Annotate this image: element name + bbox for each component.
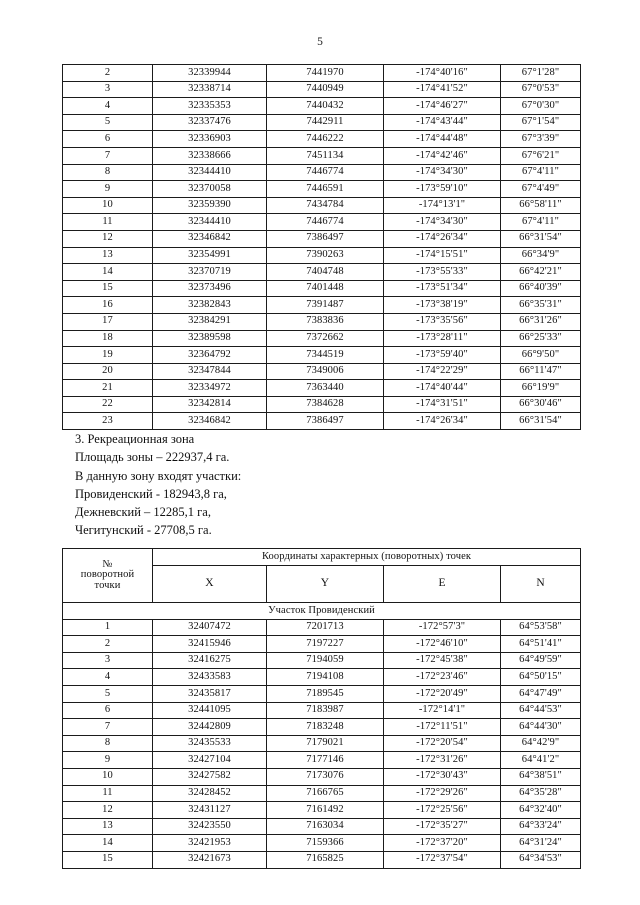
recreation-cell-x: 32442809 (153, 719, 267, 736)
continuation-cell-x: 32346842 (153, 230, 267, 247)
continuation-cell-x: 32384291 (153, 313, 267, 330)
table-row (63, 413, 581, 430)
header-point-number-line-0: № (102, 558, 113, 570)
recreation-cell-e: -172°20'49" (384, 685, 501, 702)
continuation-cell-x: 32344410 (153, 214, 267, 231)
continuation-cell-e: -174°43'44" (384, 114, 501, 131)
continuation-cell-y: 7386497 (267, 230, 384, 247)
recreation-cell-e: -172°25'56" (384, 802, 501, 819)
recreation-cell-n: 64°35'28" (501, 785, 581, 802)
recreation-cell-n: 64°31'24" (501, 835, 581, 852)
continuation-cell-y: 7401448 (267, 280, 384, 297)
recreation-cell-num: 5 (63, 685, 153, 702)
recreation-cell-x: 32427104 (153, 752, 267, 769)
table-row (63, 330, 581, 347)
continuation-cell-y: 7349006 (267, 363, 384, 380)
continuation-cell-x: 32339944 (153, 65, 267, 82)
table-row (63, 636, 581, 653)
recreation-cell-num: 3 (63, 652, 153, 669)
table-row (63, 652, 581, 669)
continuation-cell-n: 66°31'54" (501, 230, 581, 247)
continuation-cell-n: 67°1'54" (501, 114, 581, 131)
continuation-cell-e: -174°31'51" (384, 396, 501, 413)
header-point-number-line-1: поворотной (80, 569, 135, 581)
recreation-cell-e: -172°37'20" (384, 835, 501, 852)
recreation-cell-y: 7197227 (267, 636, 384, 653)
recreation-cell-num: 10 (63, 768, 153, 785)
continuation-cell-y: 7390263 (267, 247, 384, 264)
continuation-cell-y: 7446591 (267, 181, 384, 198)
recreation-cell-x: 32407472 (153, 619, 267, 636)
continuation-cell-n: 66°40'39" (501, 280, 581, 297)
recreation-cell-x: 32423550 (153, 818, 267, 835)
continuation-cell-num: 22 (63, 396, 153, 413)
continuation-cell-y: 7391487 (267, 297, 384, 314)
continuation-cell-n: 66°9'50" (501, 347, 581, 364)
continuation-cell-n: 66°31'26" (501, 313, 581, 330)
continuation-cell-num: 8 (63, 164, 153, 181)
continuation-cell-n: 66°42'21" (501, 264, 581, 281)
table-row (63, 685, 581, 702)
continuation-cell-n: 67°0'53" (501, 81, 581, 98)
recreation-cell-x: 32433583 (153, 669, 267, 686)
continuation-cell-y: 7440432 (267, 98, 384, 115)
continuation-cell-e: -174°15'51" (384, 247, 501, 264)
continuation-cell-x: 32359390 (153, 197, 267, 214)
continuation-cell-e: -174°26'34" (384, 413, 501, 430)
recreation-cell-num: 15 (63, 851, 153, 868)
continuation-cell-y: 7344519 (267, 347, 384, 364)
continuation-cell-e: -174°42'46" (384, 147, 501, 164)
recreation-cell-n: 64°38'51" (501, 768, 581, 785)
recreation-cell-e: -172°57'3" (384, 619, 501, 636)
table-row (63, 131, 581, 148)
continuation-cell-n: 66°35'31" (501, 297, 581, 314)
recreation-cell-num: 8 (63, 735, 153, 752)
table-row (63, 264, 581, 281)
table-row (63, 363, 581, 380)
table-row (63, 147, 581, 164)
continuation-cell-x: 32342814 (153, 396, 267, 413)
section-heading: 3. Рекреационная зона (75, 432, 195, 446)
table-row (63, 214, 581, 231)
recreation-cell-y: 7159366 (267, 835, 384, 852)
table-row (63, 98, 581, 115)
continuation-cell-e: -174°13'1" (384, 197, 501, 214)
recreation-cell-e: -172°45'38" (384, 652, 501, 669)
recreation-cell-y: 7194108 (267, 669, 384, 686)
continuation-cell-n: 66°11'47" (501, 363, 581, 380)
recreation-cell-num: 1 (63, 619, 153, 636)
continuation-cell-n: 67°4'49" (501, 181, 581, 198)
continuation-cell-n: 67°6'21" (501, 147, 581, 164)
continuation-cell-num: 5 (63, 114, 153, 131)
continuation-cell-e: -174°44'48" (384, 131, 501, 148)
continuation-cell-y: 7451134 (267, 147, 384, 164)
continuation-cell-num: 6 (63, 131, 153, 148)
continuation-cell-y: 7434784 (267, 197, 384, 214)
continuation-cell-num: 3 (63, 81, 153, 98)
table-section-row (63, 603, 581, 620)
table-header-row-group (63, 549, 581, 566)
table-row (63, 669, 581, 686)
recreation-cell-x: 32415946 (153, 636, 267, 653)
continuation-cell-n: 66°19'9" (501, 380, 581, 397)
table-row (63, 81, 581, 98)
continuation-cell-x: 32334972 (153, 380, 267, 397)
recreation-cell-n: 64°49'59" (501, 652, 581, 669)
continuation-cell-num: 10 (63, 197, 153, 214)
table-row (63, 735, 581, 752)
recreation-cell-x: 32435533 (153, 735, 267, 752)
continuation-cell-x: 32370058 (153, 181, 267, 198)
coordinates-table-continuation (62, 64, 581, 430)
recreation-cell-n: 64°34'53" (501, 851, 581, 868)
recreation-cell-num: 7 (63, 719, 153, 736)
recreation-cell-e: -172°35'27" (384, 818, 501, 835)
header-coordinates-group: Координаты характерных (поворотных) точек (153, 549, 581, 566)
continuation-cell-e: -173°55'33" (384, 264, 501, 281)
continuation-cell-n: 67°1'28" (501, 65, 581, 82)
recreation-cell-n: 64°41'2" (501, 752, 581, 769)
table-row (63, 719, 581, 736)
continuation-cell-num: 17 (63, 313, 153, 330)
continuation-cell-e: -173°59'40" (384, 347, 501, 364)
continuation-cell-y: 7363440 (267, 380, 384, 397)
recreation-cell-e: -172°31'26" (384, 752, 501, 769)
recreation-cell-num: 12 (63, 802, 153, 819)
recreation-cell-n: 64°47'49" (501, 685, 581, 702)
continuation-cell-x: 32389598 (153, 330, 267, 347)
recreation-cell-y: 7179021 (267, 735, 384, 752)
continuation-cell-n: 67°3'39" (501, 131, 581, 148)
table-row (63, 164, 581, 181)
table-row (63, 313, 581, 330)
recreation-cell-y: 7166765 (267, 785, 384, 802)
continuation-cell-x: 32336903 (153, 131, 267, 148)
recreation-cell-y: 7163034 (267, 818, 384, 835)
continuation-cell-num: 11 (63, 214, 153, 231)
continuation-cell-n: 66°25'33" (501, 330, 581, 347)
continuation-cell-num: 9 (63, 181, 153, 198)
continuation-cell-e: -174°41'52" (384, 81, 501, 98)
header-column-n: N (501, 566, 581, 603)
recreation-cell-e: -172°30'43" (384, 768, 501, 785)
table-row (63, 197, 581, 214)
continuation-cell-num: 18 (63, 330, 153, 347)
continuation-cell-e: -174°46'27" (384, 98, 501, 115)
recreation-cell-y: 7173076 (267, 768, 384, 785)
table-row (63, 619, 581, 636)
continuation-cell-y: 7446222 (267, 131, 384, 148)
table-row (63, 802, 581, 819)
table-row (63, 851, 581, 868)
recreation-cell-x: 32428452 (153, 785, 267, 802)
table-row (63, 65, 581, 82)
recreation-cell-num: 14 (63, 835, 153, 852)
header-point-number-line-2: точки (94, 579, 121, 591)
continuation-cell-num: 13 (63, 247, 153, 264)
recreation-cell-num: 2 (63, 636, 153, 653)
continuation-cell-y: 7372662 (267, 330, 384, 347)
recreation-cell-num: 9 (63, 752, 153, 769)
table-row (63, 230, 581, 247)
continuation-cell-x: 32338666 (153, 147, 267, 164)
continuation-cell-e: -174°34'30" (384, 214, 501, 231)
continuation-cell-x: 32370719 (153, 264, 267, 281)
coordinates-table-recreation-zone (62, 548, 581, 869)
page-number: 5 (317, 36, 323, 48)
continuation-cell-num: 2 (63, 65, 153, 82)
continuation-cell-x: 32382843 (153, 297, 267, 314)
continuation-cell-n: 67°0'30" (501, 98, 581, 115)
table-row (63, 181, 581, 198)
continuation-cell-y: 7441970 (267, 65, 384, 82)
parcel-line-dezhnevskiy: Дежневский – 12285,1 га, (75, 505, 211, 520)
section-label-providenskiy: Участок Провиденский (63, 603, 581, 620)
recreation-zone-description (75, 430, 555, 540)
table-row (63, 114, 581, 131)
continuation-cell-num: 14 (63, 264, 153, 281)
continuation-cell-e: -173°38'19" (384, 297, 501, 314)
recreation-cell-x: 32427582 (153, 768, 267, 785)
recreation-cell-n: 64°42'9" (501, 735, 581, 752)
continuation-cell-num: 19 (63, 347, 153, 364)
header-column-x: X (153, 566, 267, 603)
recreation-cell-n: 64°44'53" (501, 702, 581, 719)
recreation-cell-num: 13 (63, 818, 153, 835)
continuation-cell-e: -174°22'29" (384, 363, 501, 380)
continuation-cell-y: 7440949 (267, 81, 384, 98)
continuation-cell-x: 32337476 (153, 114, 267, 131)
continuation-cell-num: 7 (63, 147, 153, 164)
table-row (63, 702, 581, 719)
continuation-cell-num: 21 (63, 380, 153, 397)
continuation-cell-x: 32354991 (153, 247, 267, 264)
continuation-cell-y: 7384628 (267, 396, 384, 413)
parcel-line-providenskiy: Провиденский - 182943,8 га, (75, 486, 227, 501)
continuation-cell-num: 23 (63, 413, 153, 430)
continuation-cell-y: 7446774 (267, 214, 384, 231)
continuation-cell-n: 66°58'11" (501, 197, 581, 214)
continuation-cell-e: -174°34'30" (384, 164, 501, 181)
continuation-cell-e: -173°35'56" (384, 313, 501, 330)
table-recreation-body (63, 549, 581, 869)
header-column-e: E (384, 566, 501, 603)
recreation-cell-x: 32431127 (153, 802, 267, 819)
table-row (63, 818, 581, 835)
recreation-cell-n: 64°50'15" (501, 669, 581, 686)
recreation-cell-x: 32421673 (153, 851, 267, 868)
continuation-cell-x: 32364792 (153, 347, 267, 364)
header-column-y: Y (267, 566, 384, 603)
recreation-cell-e: -172°29'26" (384, 785, 501, 802)
table-row (63, 396, 581, 413)
recreation-cell-e: -172°46'10" (384, 636, 501, 653)
recreation-cell-e: -172°23'46" (384, 669, 501, 686)
recreation-cell-y: 7177146 (267, 752, 384, 769)
table-row (63, 297, 581, 314)
recreation-cell-x: 32441095 (153, 702, 267, 719)
recreation-cell-y: 7194059 (267, 652, 384, 669)
recreation-cell-y: 7183248 (267, 719, 384, 736)
recreation-cell-x: 32416275 (153, 652, 267, 669)
continuation-cell-x: 32338714 (153, 81, 267, 98)
continuation-cell-e: -173°28'11" (384, 330, 501, 347)
table-row (63, 835, 581, 852)
continuation-cell-x: 32346842 (153, 413, 267, 430)
continuation-cell-e: -174°26'34" (384, 230, 501, 247)
recreation-cell-x: 32421953 (153, 835, 267, 852)
recreation-cell-num: 11 (63, 785, 153, 802)
recreation-cell-n: 64°32'40" (501, 802, 581, 819)
continuation-cell-x: 32347844 (153, 363, 267, 380)
continuation-cell-n: 66°34'9" (501, 247, 581, 264)
recreation-cell-n: 64°53'58" (501, 619, 581, 636)
table-row (63, 785, 581, 802)
continuation-cell-num: 20 (63, 363, 153, 380)
continuation-cell-y: 7404748 (267, 264, 384, 281)
continuation-cell-n: 67°4'11" (501, 164, 581, 181)
continuation-cell-num: 4 (63, 98, 153, 115)
parcel-line-chegitunskiy: Чегитунский - 27708,5 га. (75, 523, 212, 538)
continuation-cell-num: 12 (63, 230, 153, 247)
table-continuation-body (63, 65, 581, 430)
table-row (63, 347, 581, 364)
table-row (63, 752, 581, 769)
recreation-cell-e: -172°14'1" (384, 702, 501, 719)
continuation-cell-n: 66°30'46" (501, 396, 581, 413)
continuation-cell-e: -173°59'10" (384, 181, 501, 198)
recreation-cell-y: 7201713 (267, 619, 384, 636)
table-row (63, 247, 581, 264)
recreation-cell-x: 32435817 (153, 685, 267, 702)
continuation-cell-y: 7386497 (267, 413, 384, 430)
continuation-cell-num: 16 (63, 297, 153, 314)
continuation-cell-x: 32335353 (153, 98, 267, 115)
recreation-cell-num: 4 (63, 669, 153, 686)
continuation-cell-n: 66°31'54" (501, 413, 581, 430)
recreation-cell-n: 64°51'41" (501, 636, 581, 653)
continuation-cell-e: -173°51'34" (384, 280, 501, 297)
header-point-number (63, 549, 153, 603)
recreation-cell-e: -172°11'51" (384, 719, 501, 736)
recreation-cell-num: 6 (63, 702, 153, 719)
recreation-cell-e: -172°20'54" (384, 735, 501, 752)
parcels-intro-line: В данную зону входят участки: (75, 468, 242, 483)
continuation-cell-num: 15 (63, 280, 153, 297)
recreation-cell-n: 64°33'24" (501, 818, 581, 835)
recreation-cell-y: 7165825 (267, 851, 384, 868)
continuation-cell-y: 7446774 (267, 164, 384, 181)
continuation-cell-n: 67°4'11" (501, 214, 581, 231)
recreation-cell-y: 7161492 (267, 802, 384, 819)
continuation-cell-x: 32373496 (153, 280, 267, 297)
recreation-cell-y: 7189545 (267, 685, 384, 702)
continuation-cell-e: -174°40'16" (384, 65, 501, 82)
continuation-cell-e: -174°40'44" (384, 380, 501, 397)
recreation-cell-e: -172°37'54" (384, 851, 501, 868)
continuation-cell-y: 7383836 (267, 313, 384, 330)
recreation-cell-y: 7183987 (267, 702, 384, 719)
table-row (63, 380, 581, 397)
continuation-cell-x: 32344410 (153, 164, 267, 181)
recreation-cell-n: 64°44'30" (501, 719, 581, 736)
table-row (63, 280, 581, 297)
continuation-cell-y: 7442911 (267, 114, 384, 131)
zone-area-line: Площадь зоны – 222937,4 га. (75, 450, 230, 465)
table-row (63, 768, 581, 785)
